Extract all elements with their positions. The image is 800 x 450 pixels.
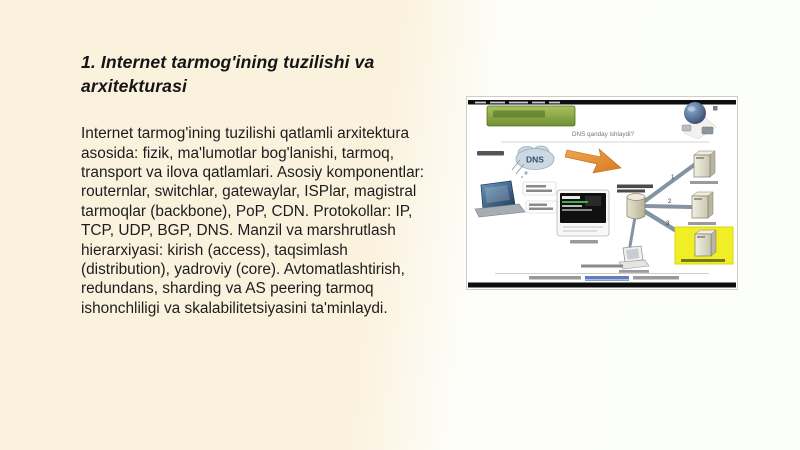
ip-label-chip [523, 182, 556, 195]
server-label-blurred [690, 181, 718, 184]
server-icon-3 [695, 230, 716, 256]
dns-cloud-label: DNS [526, 154, 544, 165]
window-bottom-bar [468, 283, 736, 288]
caption-blurred [529, 276, 581, 280]
server-icon-1 [694, 151, 715, 177]
green-banner [487, 106, 575, 126]
modem-label-blurred [570, 240, 598, 244]
modem-icon [557, 190, 609, 236]
caption-blurred [581, 265, 623, 268]
figure-title: DNS qanday ishlaydi? [572, 131, 634, 138]
router-icon [627, 194, 645, 220]
link-number-1: 1 [671, 175, 675, 181]
caption-link-blurred [585, 276, 629, 280]
slide-image [466, 96, 738, 290]
caption-blurred [633, 276, 679, 280]
server-icon-2 [692, 192, 713, 218]
slide-body-text: Internet tarmog'ining tuzilishi qatlamli arxitektura asosida: fizik, ma'lumotlar bog'lanishi, tarmoq, transport va ilova qatlamlari. Asosiy komponentlar: routernlar, switchlar, gatewaylar, ISPlar, magistral tarmoqlar (backbone), PoP, CDN. Protokollar: IP, TCP, UDP, BGP, DNS. Manzil va marshrutlash hierarxiyasi: kirish (access), taqsimlash (distribution), yadroviy (core). Avtomatlashtirish, redundans, sharding va AS peering tarmoq ishonchliligi va skalabilitetsiyasini ta'minlaydi. [81, 125, 425, 317]
link-number-3: 3 [666, 221, 670, 227]
router-label-blurred [617, 185, 653, 189]
server-label-blurred [688, 222, 716, 225]
router-label-blurred [617, 190, 645, 193]
computer-label-blurred [619, 270, 649, 273]
server-label-blurred [681, 259, 725, 262]
ip-label-chip [526, 201, 557, 213]
link-number-2: 2 [668, 199, 672, 205]
laptop-label-blurred [477, 151, 504, 156]
slide-text-column [81, 51, 435, 318]
slide-title: 1. Internet tarmog'ining tuzilishi va arxitekturasi [81, 52, 375, 96]
network-diagram [467, 97, 737, 289]
